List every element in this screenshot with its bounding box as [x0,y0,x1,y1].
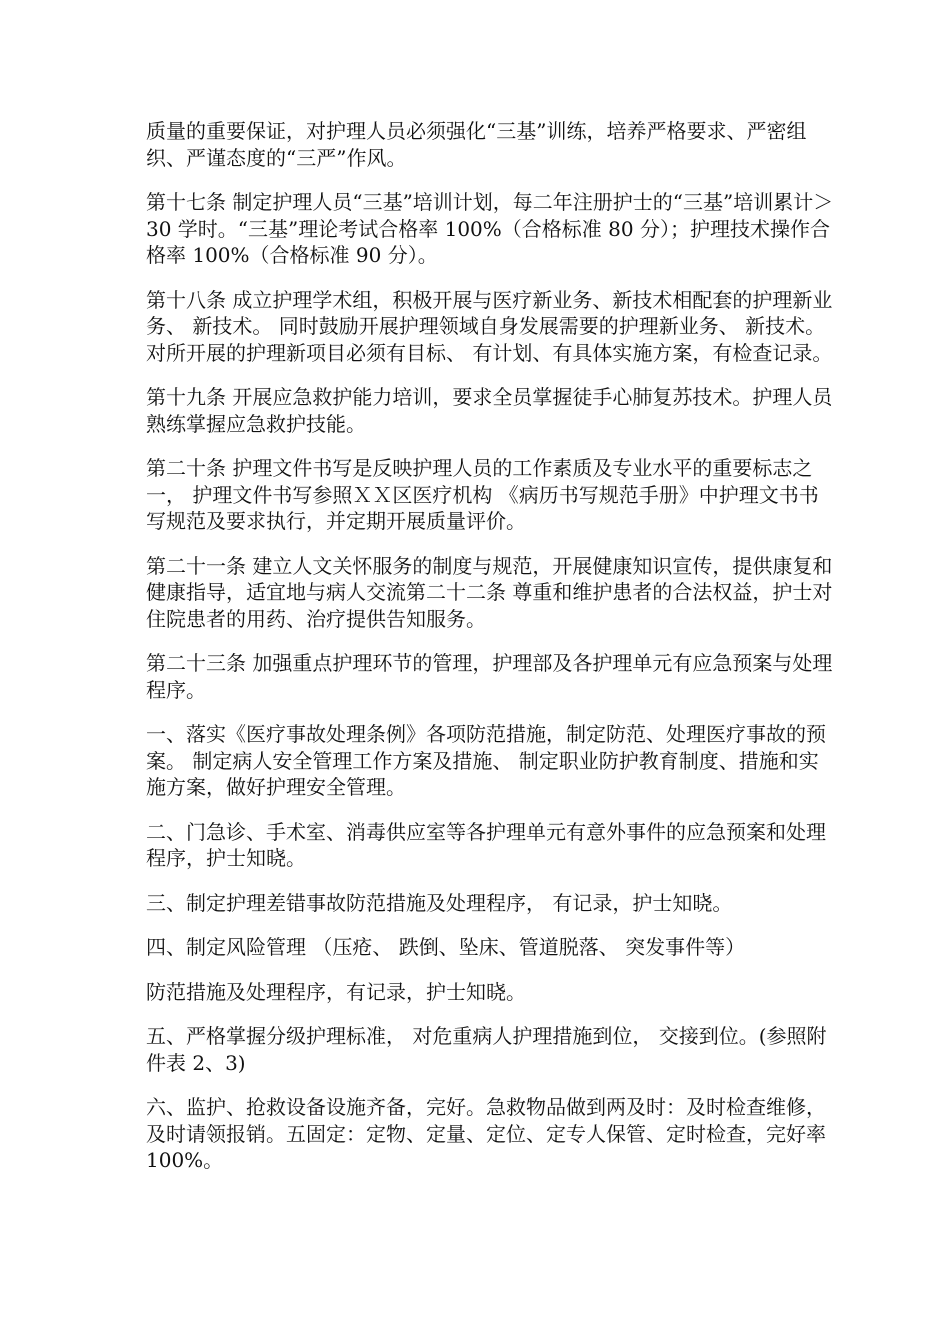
article-18: 第十八条 成立护理学术组，积极开展与医疗新业务、新技术相配套的护理新业务、 新技术。 同时鼓励开展护理领域自身发展需要的护理新业务、 新技术。对所开展的护理新项目必须有目标、 有计划、有具体实施方案，有检查记录。 [146,287,833,365]
article-23: 第二十三条 加强重点护理环节的管理，护理部及各护理单元有应急预案与处理程序。 [146,651,833,702]
item-2: 二、门急诊、手术室、消毒供应室等各护理单元有意外事件的应急预案和处理程序，护士知晓。 [146,819,826,870]
article-17: 第十七条 制定护理人员“三基”培训计划，每二年注册护士的“三基”培训累计＞ 30 学时。“三基”理论考试合格率 100%（合格标准 80 分）；护理技术操作合格率 100%（合格标准 90 分）。 [146,190,840,267]
item-4-continued: 防范措施及处理程序，有记录，护士知晓。 [146,979,526,1004]
paragraph-continuation: 质量的重要保证，对护理人员必须强化“三基”训练，培养严格要求、严密组织、严谨态度的“三严”作风。 [146,119,807,170]
document-page [146,118,840,1192]
item-3: 三、制定护理差错事故防范措施及处理程序， 有记录，护士知晓。 [146,890,733,915]
item-6: 六、监护、抢救设备设施齐备，完好。急救物品做到两及时：及时检查维修，及时请领报销。五固定：定物、定量、定位、定专人保管、定时检查，完好率 100%。 [146,1095,833,1172]
item-5: 五、严格掌握分级护理标准， 对危重病人护理措施到位， 交接到位。(参照附件表 2、3) [146,1024,827,1075]
item-4: 四、制定风险管理 （压疮、 跌倒、坠床、管道脱落、 突发事件等） [146,935,746,959]
item-1: 一、落实《医疗事故处理条例》各项防范措施，制定防范、处理医疗事故的预案。 制定病人安全管理工作方案及措施、 制定职业防护教育制度、措施和实施方案，做好护理安全管理。 [146,722,826,799]
article-20: 第二十条 护理文件书写是反映护理人员的工作素质及专业水平的重要标志之一， 护理文件书写参照ＸＸ区医疗机构 《病历书写规范手册》中护理文书书写规范及要求执行，并定期开展质量评价。 [146,456,819,533]
article-19: 第十九条 开展应急救护能力培训，要求全员掌握徒手心肺复苏技术。护理人员熟练掌握应急救护技能。 [146,385,833,436]
article-21-22: 第二十一条 建立人文关怀服务的制度与规范，开展健康知识宣传，提供康复和健康指导，适宜地与病人交流第二十二条 尊重和维护患者的合法权益，护士对住院患者的用药、治疗提供告知服务。 [146,553,833,631]
